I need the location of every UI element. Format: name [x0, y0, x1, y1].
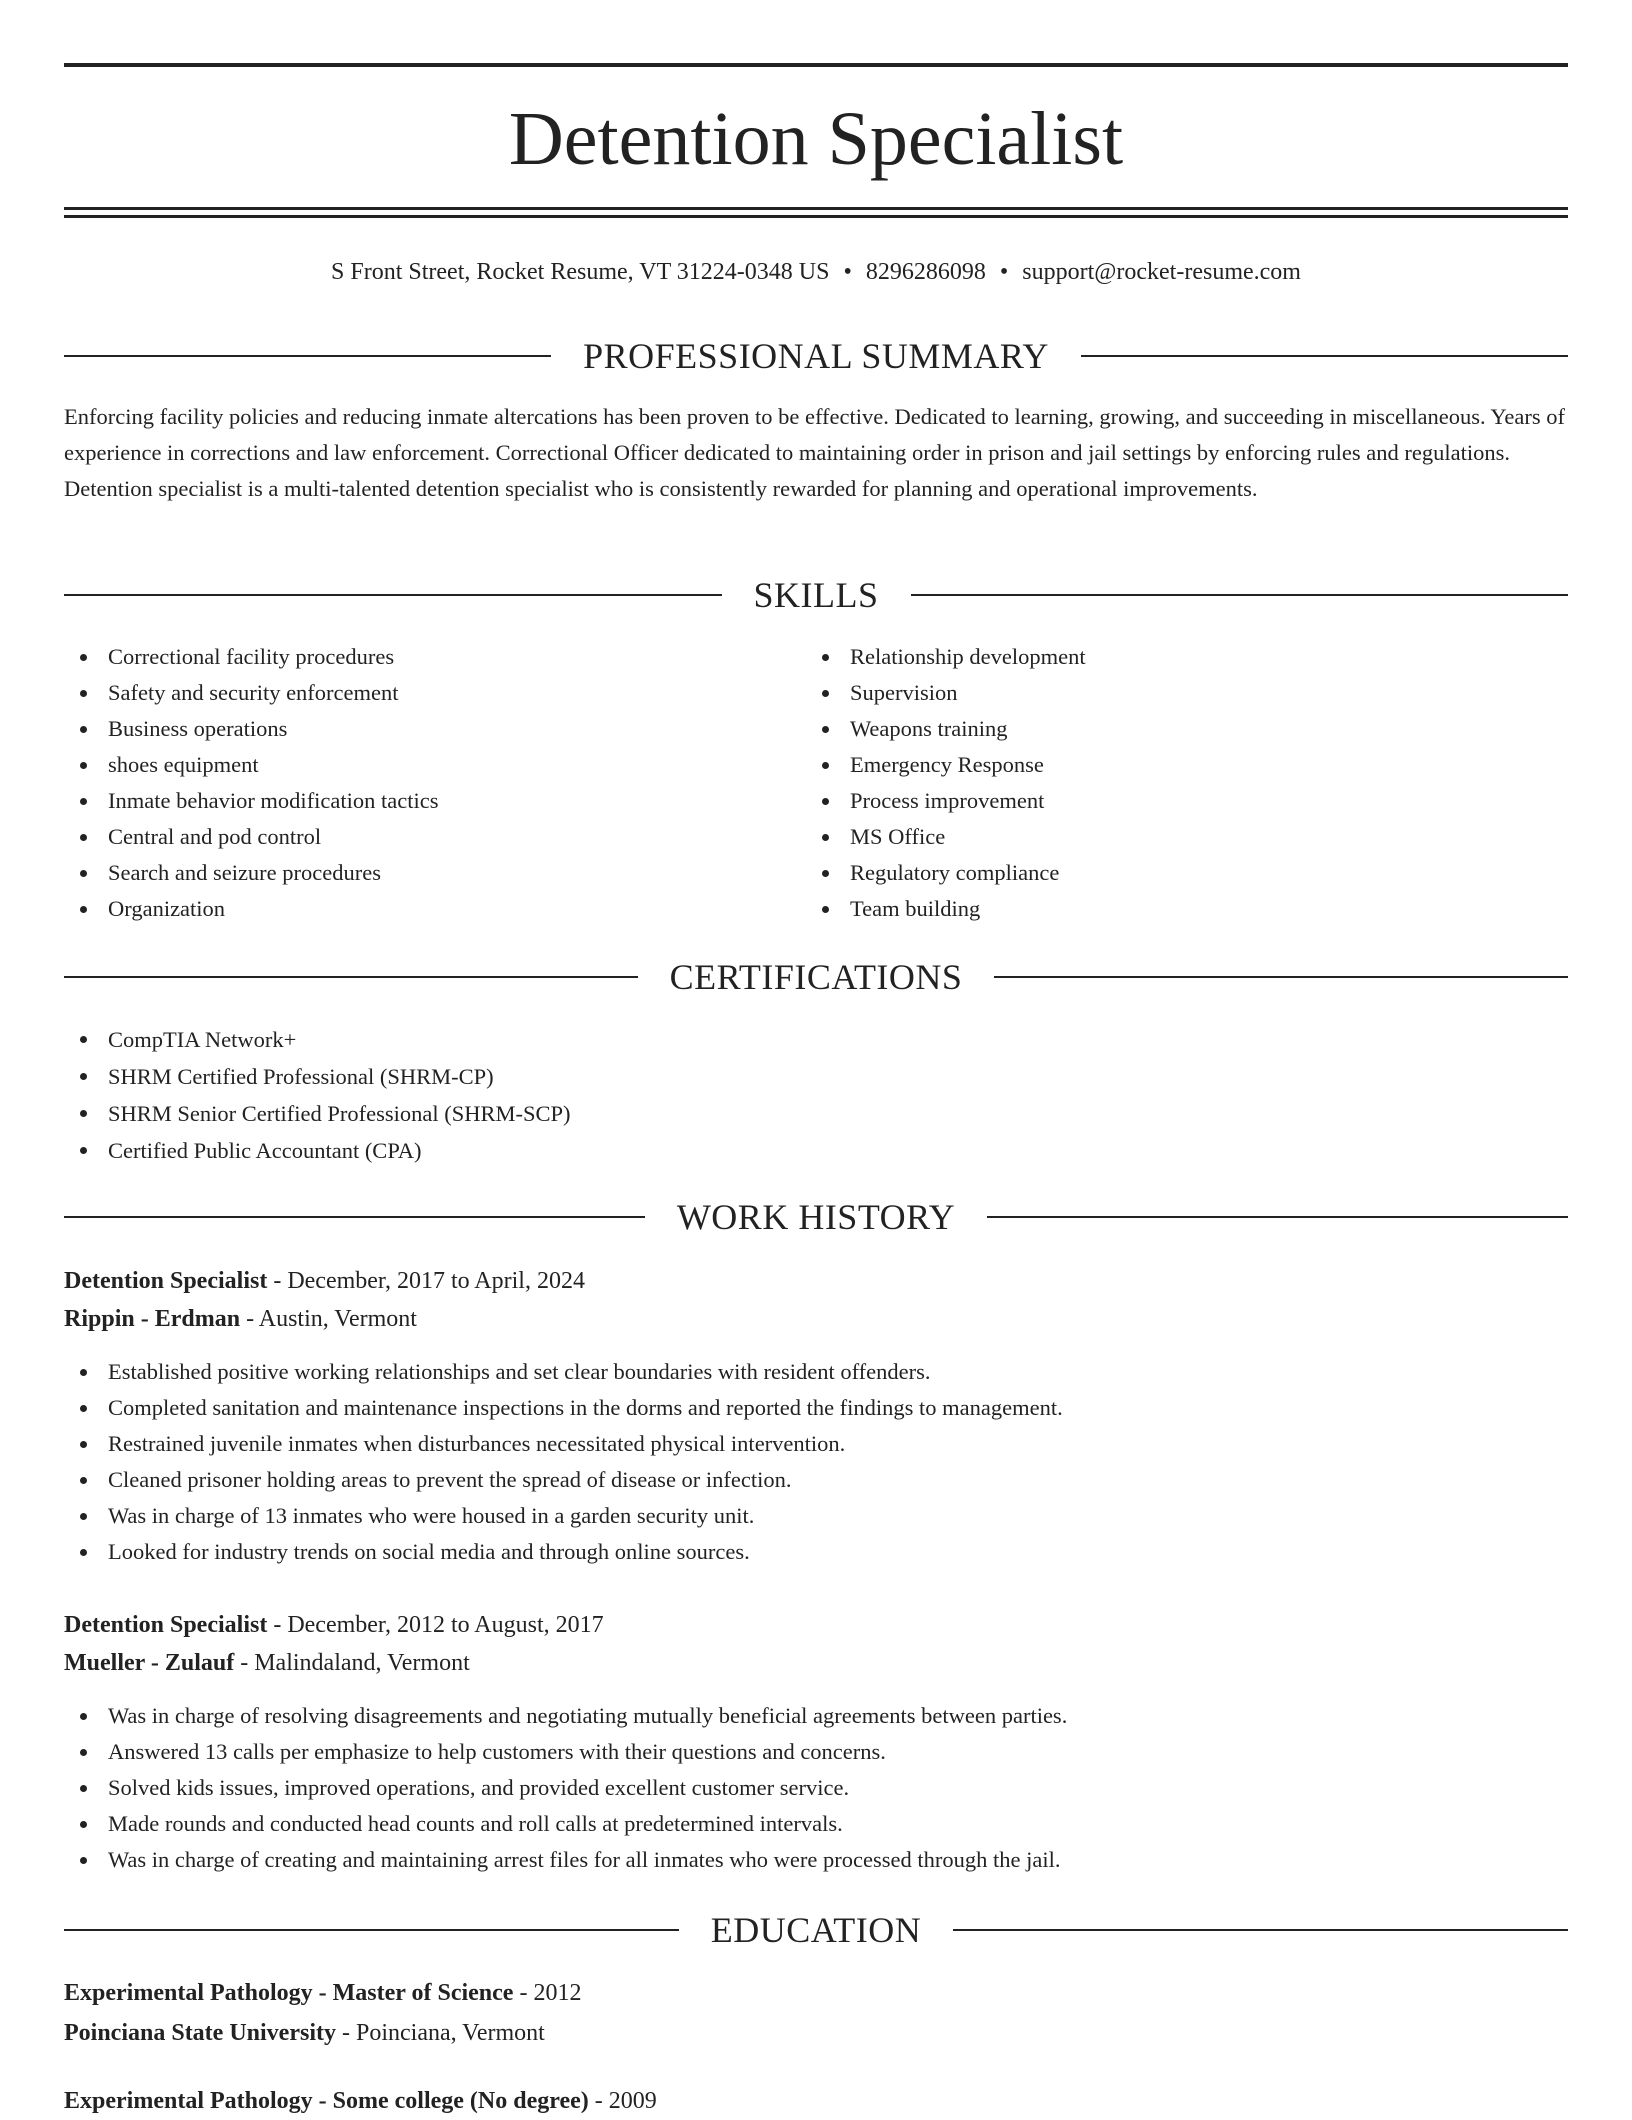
- certification-item: Certified Public Accountant (CPA): [64, 1132, 571, 1169]
- heading-rule: [64, 594, 722, 596]
- contact-email: support@rocket-resume.com: [1022, 259, 1301, 285]
- certification-item: CompTIA Network+: [64, 1021, 571, 1058]
- job-title: Detention Specialist: [64, 1268, 268, 1294]
- job-bullet: Was in charge of 13 inmates who were housed in a garden security unit.: [64, 1498, 1063, 1534]
- job-bullet: Answered 13 calls per emphasize to help customers with their questions and concerns.: [64, 1734, 1067, 1770]
- skill-item: Process improvement: [806, 783, 1086, 819]
- contact-separator: •: [999, 259, 1009, 285]
- skill-item: Search and seizure procedures: [64, 855, 439, 891]
- job-location: - Malindaland, Vermont: [234, 1650, 470, 1676]
- skill-item: Inmate behavior modification tactics: [64, 783, 439, 819]
- page-title: Detention Specialist: [508, 97, 1124, 181]
- job-bullet: Completed sanitation and maintenance inspections in the dorms and reported the findings to management.: [64, 1390, 1063, 1426]
- education-heading-label: EDUCATION: [710, 1910, 922, 1950]
- skill-item: Regulatory compliance: [806, 855, 1086, 891]
- heading-rule: [911, 594, 1569, 596]
- header-top-rule: [64, 63, 1568, 67]
- education-section-heading: [64, 1908, 1568, 1952]
- certifications-section-heading: [64, 955, 1568, 999]
- skill-item: Team building: [806, 891, 1086, 927]
- job-company: Rippin - Erdman: [64, 1306, 241, 1332]
- skill-item: shoes equipment: [64, 747, 439, 783]
- job-bullet: Made rounds and conducted head counts and roll calls at predetermined intervals.: [64, 1806, 1067, 1842]
- heading-rule: [994, 976, 1568, 978]
- education-degree: Experimental Pathology - Some college (No degree): [64, 2088, 589, 2114]
- header-bottom-rule: [64, 207, 1568, 210]
- skill-item: Emergency Response: [806, 747, 1086, 783]
- summary-section-heading: [64, 334, 1568, 378]
- job-bullet: Was in charge of creating and maintaining arrest files for all inmates who were processed through the jail.: [64, 1842, 1067, 1878]
- job-location: - Austin, Vermont: [240, 1306, 417, 1332]
- education-year: - 2009: [588, 2088, 657, 2114]
- heading-rule: [64, 976, 638, 978]
- skill-item: Relationship development: [806, 639, 1086, 675]
- skill-item: Safety and security enforcement: [64, 675, 439, 711]
- heading-rule: [987, 1216, 1568, 1218]
- work-heading-label: WORK HISTORY: [676, 1197, 956, 1237]
- job-bullet: Restrained juvenile inmates when disturbances necessitated physical intervention.: [64, 1426, 1063, 1462]
- skills-list-right: [806, 639, 1086, 927]
- heading-rule: [64, 1216, 645, 1218]
- job-title: Detention Specialist: [64, 1612, 268, 1638]
- skills-section-heading: [64, 573, 1568, 617]
- skill-item: Business operations: [64, 711, 439, 747]
- job-bullet: Solved kids issues, improved operations, and provided excellent customer service.: [64, 1770, 1067, 1806]
- certification-item: SHRM Senior Certified Professional (SHRM-SCP): [64, 1095, 571, 1132]
- job-company: Mueller - Zulauf: [64, 1650, 235, 1676]
- job-title-line: [64, 1606, 1568, 1644]
- job-bullet: Was in charge of resolving disagreements and negotiating mutually beneficial agreements between parties.: [64, 1698, 1067, 1734]
- job-bullet: Established positive working relationships and set clear boundaries with resident offenders.: [64, 1354, 1063, 1390]
- job-bullets: [64, 1698, 1067, 1878]
- education-year: - 2012: [513, 1980, 582, 2006]
- certifications-heading-label: CERTIFICATIONS: [669, 957, 963, 997]
- certification-item: SHRM Certified Professional (SHRM-CP): [64, 1058, 571, 1095]
- education-school-line: [64, 2014, 1568, 2052]
- education-location: - Poinciana, Vermont: [335, 2020, 545, 2046]
- certifications-list: [64, 1021, 571, 1169]
- skill-item: Central and pod control: [64, 819, 439, 855]
- job-bullets: [64, 1354, 1063, 1570]
- heading-rule: [953, 1929, 1568, 1931]
- education-degree: Experimental Pathology - Master of Science: [64, 1980, 514, 2006]
- summary-heading-label: PROFESSIONAL SUMMARY: [583, 336, 1049, 376]
- education-degree-line: [64, 2082, 1568, 2120]
- education-school: Poinciana State University: [64, 2020, 336, 2046]
- skills-heading-label: SKILLS: [753, 575, 879, 615]
- skill-item: Supervision: [806, 675, 1086, 711]
- heading-rule: [64, 355, 551, 357]
- contact-phone: 8296286098: [865, 259, 986, 285]
- skill-item: MS Office: [806, 819, 1086, 855]
- skill-item: Correctional facility procedures: [64, 639, 439, 675]
- education-degree-line: [64, 1974, 1568, 2012]
- summary-text: Enforcing facility policies and reducing inmate altercations has been proven to be effective. Dedicated to learning, growing, and succeeding in miscellaneous. Years of experience in corrections and law enforcement. Correctional Officer dedicated to maintaining order in prison and jail settings by enforcing rules and regulations. Detention specialist is a multi-talented detention specialist who is consistently rewarded for planning and operational improvements.: [64, 404, 1565, 501]
- skill-item: Weapons training: [806, 711, 1086, 747]
- contact-line: [64, 254, 1568, 290]
- heading-rule: [64, 1929, 679, 1931]
- job-title-line: [64, 1262, 1568, 1300]
- job-dates: - December, 2012 to August, 2017: [267, 1612, 604, 1638]
- skills-list-left: [64, 639, 439, 927]
- job-company-line: [64, 1644, 1568, 1682]
- contact-separator: •: [843, 259, 852, 285]
- skill-item: Organization: [64, 891, 439, 927]
- heading-rule: [1081, 355, 1568, 357]
- job-bullet: Cleaned prisoner holding areas to prevent the spread of disease or infection.: [64, 1462, 1063, 1498]
- job-dates: - December, 2017 to April, 2024: [267, 1268, 585, 1294]
- header-bottom-rule-2: [64, 215, 1568, 218]
- contact-address: S Front Street, Rocket Resume, VT 31224-0348 US: [331, 259, 830, 285]
- job-company-line: [64, 1300, 1568, 1338]
- work-section-heading: [64, 1195, 1568, 1239]
- job-bullet: Looked for industry trends on social media and through online sources.: [64, 1534, 1063, 1570]
